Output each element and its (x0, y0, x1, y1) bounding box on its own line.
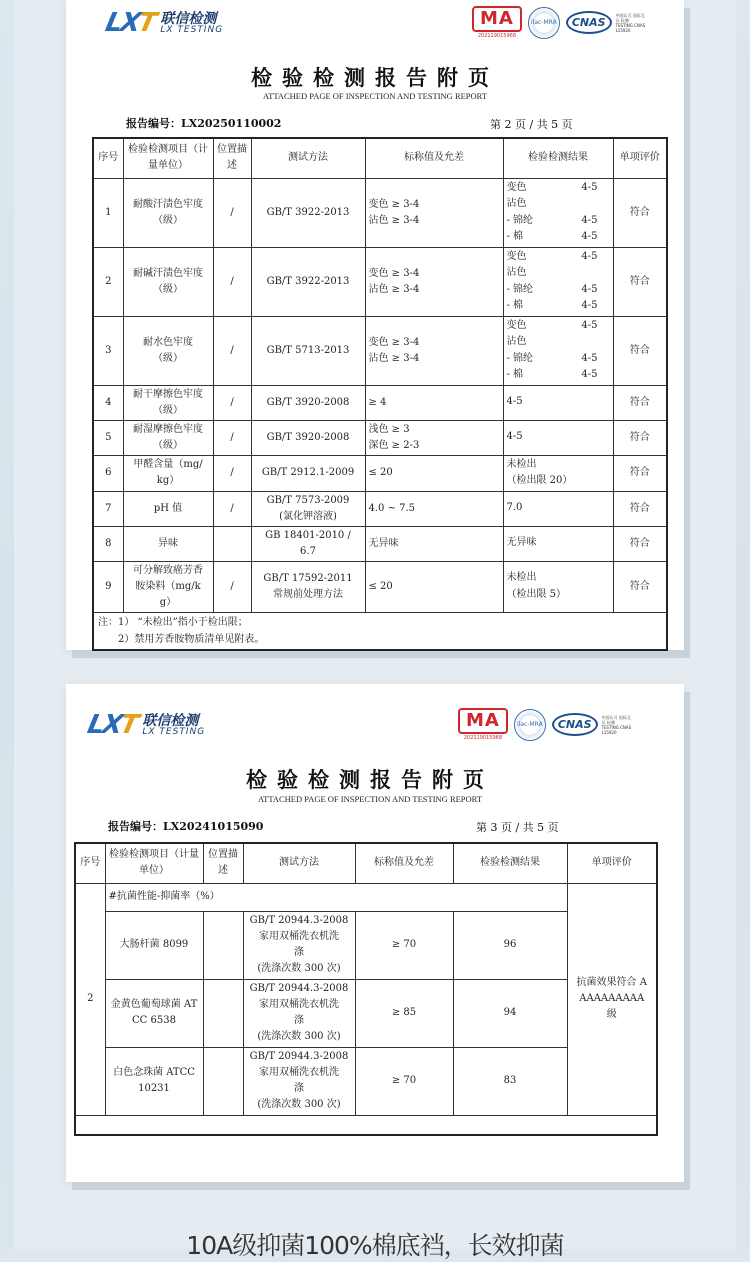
bacteria-name: 白色念珠菌 ATCC 10231 (105, 1047, 203, 1115)
method-line: GB/T 3920-2008 (266, 396, 350, 408)
row-number: 4 (93, 385, 123, 420)
result-line (507, 180, 610, 197)
evaluation-cell: 符合 (613, 247, 667, 316)
note-line: 注：1） “未检出”指小于检出限； (98, 616, 248, 628)
notes-cell (93, 612, 667, 650)
table-row (93, 491, 667, 526)
result-cell: 96 (453, 911, 567, 979)
method-cell (251, 247, 365, 316)
test-item: 耐碱汗渍色牢度（级） (123, 247, 213, 316)
result-cell (503, 420, 613, 455)
result-cell (503, 561, 613, 612)
notes-row (93, 612, 667, 650)
result-value: 4-5 (581, 352, 598, 364)
standard-line: 浅色 ≥ 3 (368, 423, 410, 435)
test-item: pH 值 (123, 491, 213, 526)
cnas-caption: 中国认可 国际互认 检测 TESTING CNAS L15920 (615, 12, 646, 33)
result-label: - 棉 (506, 369, 524, 380)
result-value: 4-5 (581, 214, 598, 226)
result-value: 4-5 (581, 319, 598, 331)
test-item: 可分解致癌芳香胺染料（mg/kg） (123, 561, 213, 612)
evaluation-cell: 符合 (613, 561, 667, 612)
header-result: 检验检测结果 (503, 138, 613, 178)
result-value: 4-5 (581, 283, 598, 295)
result-cell: 83 (453, 1047, 567, 1115)
header-evaluation: 单项评价 (613, 138, 667, 178)
result-value: 4-5 (581, 181, 598, 193)
result-line (507, 570, 610, 587)
brand-name-cn: 联信检测 (142, 712, 199, 729)
cnas-logo: CNAS (566, 11, 612, 34)
page-subtitle: ATTACHED PAGE OF INSPECTION AND TESTING REPORT (262, 91, 488, 101)
standard-line: 变色 ≥ 3-4 (368, 336, 420, 348)
position-cell (213, 526, 251, 561)
method-cell (251, 491, 365, 526)
standard-cell (365, 561, 503, 612)
result-label: 4-5 (506, 396, 523, 408)
result-label: 4-5 (506, 431, 523, 443)
result-line (507, 367, 610, 384)
method-line: 6.7 (300, 545, 316, 557)
position-cell: / (213, 491, 251, 526)
page-number: 第 2 页 / 共 5 页 (490, 118, 573, 131)
result-cell (503, 178, 613, 247)
cma-logo: MA 202119015968 (458, 708, 508, 741)
table-row (93, 561, 667, 612)
result-line (507, 229, 610, 246)
result-label: 沾色 (506, 336, 527, 347)
brand-mark: LXT (84, 710, 140, 740)
header-method: 测试方法 (243, 843, 355, 883)
position-cell (203, 1047, 243, 1115)
test-item: 耐湿摩擦色牢度（级） (123, 420, 213, 455)
header-item: 检验检测项目（计量单位） (123, 138, 213, 178)
table-row (93, 178, 667, 247)
method-line: GB/T 17592-2011 (263, 572, 353, 584)
result-line (507, 535, 610, 552)
method-line: GB/T 3920-2008 (266, 431, 350, 443)
evaluation-cell: 符合 (613, 316, 667, 385)
test-item: 甲醛含量（mg/kg） (123, 455, 213, 491)
result-label: 变色 (506, 250, 527, 262)
result-line (507, 351, 610, 368)
result-label: （检出限 5） (506, 588, 567, 600)
standard-line: 变色 ≥ 3-4 (368, 267, 420, 279)
header-standard: 标称值及允差 (355, 843, 453, 883)
result-label: 变色 (506, 181, 527, 193)
standard-line: 沾色 ≥ 3-4 (368, 214, 420, 226)
result-line (507, 282, 610, 299)
standard-line: ≤ 20 (368, 467, 393, 478)
standard-cell (365, 316, 503, 385)
method-cell (251, 178, 365, 247)
cert-logos (458, 708, 632, 741)
standard-line: 深色 ≥ 2-3 (368, 439, 420, 451)
standard-cell (365, 455, 503, 491)
table-row (93, 316, 667, 385)
result-cell (503, 316, 613, 385)
result-label: 沾色 (506, 198, 527, 209)
result-cell (503, 491, 613, 526)
position-cell: / (213, 455, 251, 491)
test-item: 耐水色牢度（级） (123, 316, 213, 385)
result-line (507, 213, 610, 230)
result-line (507, 587, 610, 604)
empty-footer-row (75, 1115, 657, 1135)
position-cell: / (213, 420, 251, 455)
method-cell (251, 455, 365, 491)
result-label: 未检出 (506, 572, 537, 583)
method-cell: GB/T 20944.3-2008 家用双桶洗衣机洗 涤 (洗涤次数 300 次) (243, 911, 355, 979)
position-cell: / (213, 385, 251, 420)
header-no: 序号 (75, 843, 105, 883)
method-line: 常规前处理方法 (273, 588, 343, 600)
cert-logos (472, 6, 646, 39)
result-label: 未检出 (506, 458, 537, 470)
method-cell: GB/T 20944.3-2008 家用双桶洗衣机洗 涤 (洗涤次数 300 次) (243, 1047, 355, 1115)
evaluation-cell: 符合 (613, 385, 667, 420)
evaluation-cell: 符合 (613, 491, 667, 526)
brand-name-en: LX TESTING (160, 24, 224, 35)
standard-cell (365, 491, 503, 526)
header-position: 位置描述 (203, 843, 243, 883)
method-line: GB/T 7573-2009 (266, 494, 350, 506)
footer-heading: 10A级抑菌100%棉底裆，长效抑菌 (186, 1231, 564, 1260)
brand-name-cn: 联信检测 (160, 10, 217, 27)
cma-logo: MA 202119015968 (472, 6, 522, 39)
ilac-mra-logo: ilac-MRA (514, 709, 546, 741)
result-label: 7.0 (506, 502, 523, 514)
evaluation-cell: 抗菌效果符合 AAAAAAAAAA 级 (567, 883, 657, 1115)
result-value: 4-5 (581, 369, 598, 380)
result-cell: 94 (453, 979, 567, 1047)
row-number: 9 (93, 561, 123, 612)
result-line (507, 394, 610, 411)
report-page-2 (66, 684, 684, 1182)
result-line (507, 196, 610, 213)
table-row (93, 247, 667, 316)
standard-cell: ≥ 70 (355, 1047, 453, 1115)
method-line: GB/T 3922-2013 (266, 275, 350, 287)
result-label: 沾色 (506, 267, 527, 278)
table-row (93, 526, 667, 561)
evaluation-cell: 符合 (613, 526, 667, 561)
brand-name-en: LX TESTING (142, 726, 206, 737)
method-cell: GB/T 20944.3-2008 家用双桶洗衣机洗 涤 (洗涤次数 300 次) (243, 979, 355, 1047)
standard-line: ≥ 4 (368, 396, 387, 408)
header-no: 序号 (93, 138, 123, 178)
method-line: GB 18401-2010 / (265, 529, 351, 541)
standard-cell (365, 385, 503, 420)
test-item: 耐干摩擦色牢度（级） (123, 385, 213, 420)
row-number: 1 (93, 178, 123, 247)
result-cell (503, 385, 613, 420)
standard-cell (365, 247, 503, 316)
position-cell (203, 911, 243, 979)
result-value: 4-5 (581, 250, 598, 262)
method-line: GB/T 5713-2013 (266, 344, 350, 356)
method-line: GB/T 3922-2013 (266, 206, 350, 218)
page-title: 检验检测报告附页 (251, 65, 499, 90)
result-cell (503, 247, 613, 316)
standard-cell (365, 526, 503, 561)
report-number: 报告编号：LX20241015090 (108, 820, 264, 833)
standard-cell (365, 420, 503, 455)
header-method: 测试方法 (251, 138, 365, 178)
result-value: 4-5 (581, 300, 598, 311)
standard-line: 沾色 ≥ 3-4 (368, 352, 420, 364)
table-header-row (75, 843, 657, 883)
table-row (93, 385, 667, 420)
position-cell: / (213, 316, 251, 385)
method-cell (251, 385, 365, 420)
standard-cell: ≥ 70 (355, 911, 453, 979)
result-value: 4-5 (581, 231, 598, 242)
result-line (507, 500, 610, 517)
method-line: GB/T 2912.1-2009 (261, 467, 355, 478)
evaluation-cell: 符合 (613, 455, 667, 491)
result-label: （检出限 20） (506, 475, 573, 486)
brand-logo (84, 710, 206, 740)
standard-cell (365, 178, 503, 247)
result-label: 无异味 (506, 537, 537, 549)
position-cell: / (213, 561, 251, 612)
result-line (507, 457, 610, 474)
standard-line: 4.0 ~ 7.5 (368, 502, 416, 514)
result-line (507, 429, 610, 446)
cma-number: 202119015968 (463, 735, 503, 741)
group-label: #抗菌性能-抑菌率（%） (105, 883, 567, 911)
result-line (507, 334, 610, 351)
result-label: - 棉 (506, 300, 524, 311)
position-cell: / (213, 247, 251, 316)
row-number: 7 (93, 491, 123, 526)
method-cell (251, 526, 365, 561)
table-row (93, 420, 667, 455)
standard-line: 无异味 (368, 537, 399, 549)
method-cell (251, 561, 365, 612)
row-number: 2 (75, 883, 105, 1115)
standard-line: ≤ 20 (368, 580, 393, 592)
row-number: 3 (93, 316, 123, 385)
result-line (507, 473, 610, 490)
evaluation-cell: 符合 (613, 420, 667, 455)
header-item: 检验检测项目（计量单位） (105, 843, 203, 883)
bacteria-name: 金黄色葡萄球菌 ATCC 6538 (105, 979, 203, 1047)
result-line (507, 265, 610, 282)
method-line: (氯化钾溶液) (279, 510, 337, 522)
test-item: 异味 (123, 526, 213, 561)
evaluation-cell: 符合 (613, 178, 667, 247)
result-label: - 锦纶 (506, 283, 534, 295)
result-line (507, 298, 610, 315)
page-subtitle: ATTACHED PAGE OF INSPECTION AND TESTING REPORT (257, 794, 483, 804)
group-row (75, 883, 657, 911)
report-number: 报告编号：LX20250110002 (126, 117, 282, 130)
result-label: - 锦纶 (506, 214, 534, 226)
result-cell (503, 526, 613, 561)
result-line (507, 249, 610, 266)
row-number: 5 (93, 420, 123, 455)
row-number: 6 (93, 455, 123, 491)
header-position: 位置描述 (213, 138, 251, 178)
header-standard: 标称值及允差 (365, 138, 503, 178)
cnas-caption: 中国认可 国际互认 检测 TESTING CNAS L15920 (601, 714, 632, 735)
row-number: 2 (93, 247, 123, 316)
result-label: - 棉 (506, 231, 524, 242)
note-line: 2）禁用芳香胺物质清单见附表。 (118, 633, 265, 645)
page-number: 第 3 页 / 共 5 页 (476, 821, 559, 834)
position-cell: / (213, 178, 251, 247)
result-cell (503, 455, 613, 491)
page-title: 检验检测报告附页 (246, 767, 494, 792)
cma-number: 202119015968 (477, 33, 517, 39)
result-line (507, 318, 610, 335)
header-result: 检验检测结果 (453, 843, 567, 883)
table-header-row (93, 138, 667, 178)
brand-mark: LXT (102, 8, 158, 38)
standard-cell: ≥ 85 (355, 979, 453, 1047)
bacteria-name: 大肠杆菌 8099 (105, 911, 203, 979)
report-table-1 (92, 137, 668, 651)
report-table-2 (74, 842, 658, 1136)
method-cell (251, 420, 365, 455)
standard-line: 沾色 ≥ 3-4 (368, 283, 420, 295)
header-evaluation: 单项评价 (567, 843, 657, 883)
ilac-mra-logo: ilac-MRA (528, 7, 560, 39)
brand-logo (102, 8, 224, 38)
position-cell (203, 979, 243, 1047)
test-item: 耐酸汗渍色牢度（级） (123, 178, 213, 247)
standard-line: 变色 ≥ 3-4 (368, 198, 420, 210)
method-cell (251, 316, 365, 385)
report-page-1 (66, 0, 684, 650)
cnas-logo: CNAS (552, 713, 598, 736)
result-label: 变色 (506, 319, 527, 331)
table-row (93, 455, 667, 491)
row-number: 8 (93, 526, 123, 561)
result-label: - 锦纶 (506, 352, 534, 364)
